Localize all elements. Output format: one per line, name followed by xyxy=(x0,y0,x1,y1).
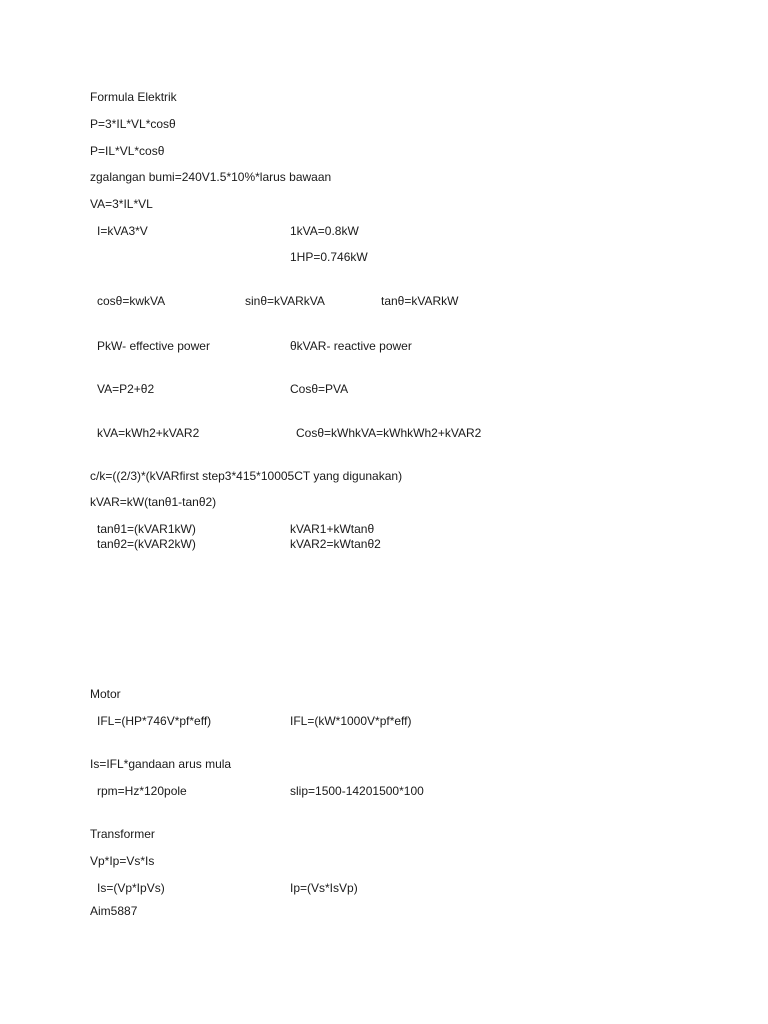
formula-line: slip=1500-14201500*100 xyxy=(290,784,424,798)
formula-line: Is=IFL*gandaan arus mula xyxy=(90,757,232,771)
formula-line: VA=3*IL*VL xyxy=(90,197,153,211)
section-heading: Motor xyxy=(90,687,121,701)
formula-line: kVAR2=kWtanθ2 xyxy=(290,537,381,551)
formula-line: Vp*Ip=Vs*Is xyxy=(90,854,155,868)
formula-line: c/k=((2/3)*(kVARfirst step3*415*10005CT yang digunakan) xyxy=(90,469,403,483)
formula-line: IFL=(HP*746V*pf*eff) xyxy=(97,714,212,728)
formula-line: P=IL*VL*cosθ xyxy=(90,144,165,158)
formula-line: kVAR1+kWtanθ xyxy=(290,522,375,536)
formula-line: rpm=Hz*120pole xyxy=(97,784,187,798)
formula-line: tanθ1=(kVAR1kW) xyxy=(97,522,196,536)
document-title: Formula Elektrik xyxy=(90,90,177,104)
formula-line: I=kVA3*V xyxy=(97,224,148,238)
formula-line: Cosθ=PVA xyxy=(290,382,349,396)
formula-line: cosθ=kwkVA xyxy=(97,294,166,308)
section-heading: Transformer xyxy=(90,827,155,841)
formula-line: VA=P2+θ2 xyxy=(97,382,155,396)
formula-line: Cosθ=kWhkVA=kWhkWh2+kVAR2 xyxy=(296,426,482,440)
formula-line: Ip=(Vs*IsVp) xyxy=(290,881,358,895)
formula-line: sinθ=kVARkVA xyxy=(245,294,325,308)
formula-line: P=3*IL*VL*cosθ xyxy=(90,117,176,131)
formula-line: PkW- effective power xyxy=(97,339,210,353)
formula-line: zgalangan bumi=240V1.5*10%*larus bawaan xyxy=(90,170,332,184)
formula-line: IFL=(kW*1000V*pf*eff) xyxy=(290,714,412,728)
formula-line: tanθ=kVARkW xyxy=(381,294,459,308)
formula-line: 1HP=0.746kW xyxy=(290,250,368,264)
formula-line: kVA=kWh2+kVAR2 xyxy=(97,426,200,440)
formula-line: θkVAR- reactive power xyxy=(290,339,412,353)
formula-line: 1kVA=0.8kW xyxy=(290,224,359,238)
formula-line: tanθ2=(kVAR2kW) xyxy=(97,537,196,551)
formula-line: Is=(Vp*IpVs) xyxy=(97,881,165,895)
footer-code: Aim5887 xyxy=(90,904,138,918)
formula-line: kVAR=kW(tanθ1-tanθ2) xyxy=(90,495,217,509)
